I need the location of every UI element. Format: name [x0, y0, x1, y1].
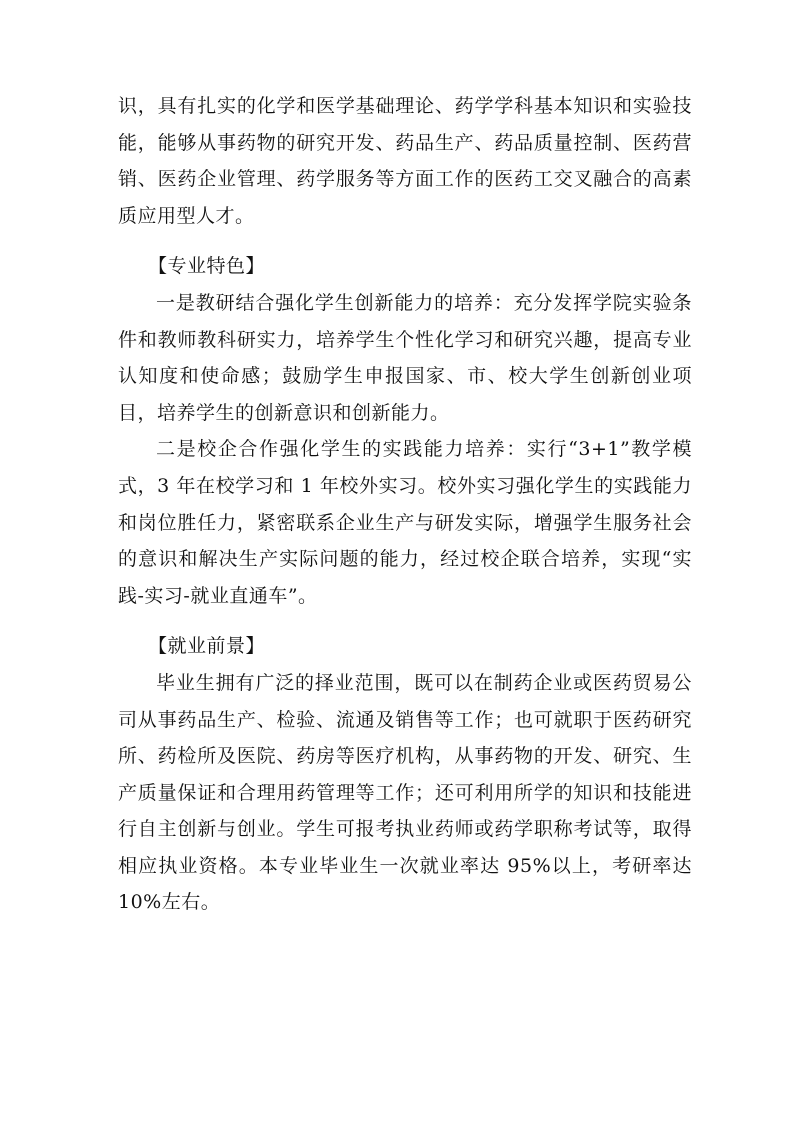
employment-paragraph-1: 毕业生拥有广泛的择业范围，既可以在制药企业或医药贸易公司从事药品生产、检验、流通及销售等工作；也可就职于医药研究所、药检所及医院、药房等医疗机构，从事药物的开发、研究、生产质量保证和合理用药管理等工作；还可利用所学的知识和技能进行自主创新与创业。学生可报考执业药师或药学职称考试等，取得相应执业资格。本专业毕业生一次就业率达 95%以上，考研率达 10%左右。: [118, 671, 692, 914]
intro-paragraph: 识，具有扎实的化学和医学基础理论、药学学科基本知识和实验技能，能够从事药物的研究开发、药品生产、药品质量控制、医药营销、医药企业管理、药学服务等方面工作的医药工交叉融合的高素质应用型人才。: [118, 95, 692, 227]
features-paragraph-2: 二是校企合作强化学生的实践能力培养：实行“3+1”教学模式，3 年在校学习和 1 年校外实习。校外实习强化学生的实践能力和岗位胜任力，紧密联系企业生产与研发实际，增强学生服务社会的意识和解决生产实际问题的能力，经过校企联合培养，实现“实践-实习-就业直通车”。: [118, 438, 692, 607]
section-gap: [118, 614, 692, 628]
section-gap: [118, 234, 692, 248]
section-heading-features: 【专业特色】: [148, 255, 266, 278]
document-body: [118, 88, 692, 921]
section-heading-employment: 【就业前景】: [148, 635, 266, 658]
features-paragraph-1: 一是教研结合强化学生创新能力的培养：充分发挥学院实验条件和教师教科研实力，培养学生个性化学习和研究兴趣，提高专业认知度和使命感；鼓励学生申报国家、市、校大学生创新创业项目，培养学生的创新意识和创新能力。: [118, 291, 692, 424]
